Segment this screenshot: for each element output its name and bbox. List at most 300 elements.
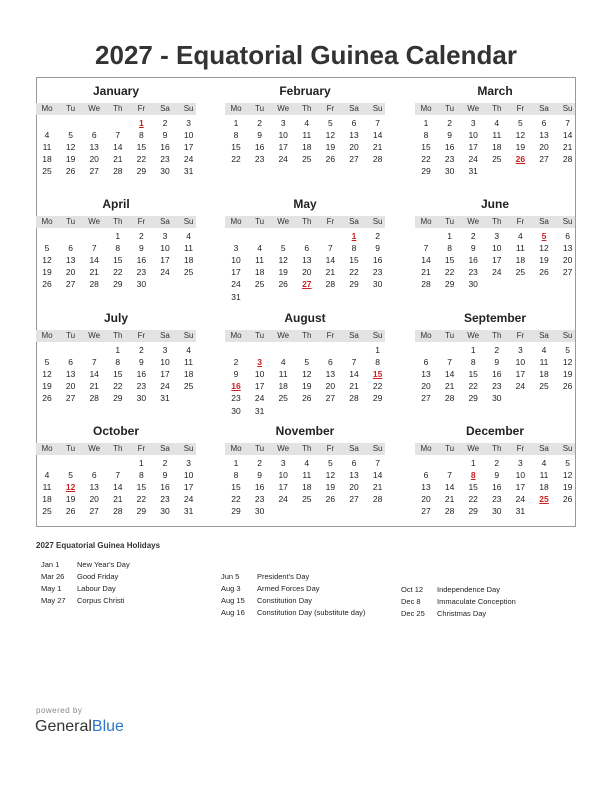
day-cell: 28 (349, 393, 359, 404)
weekday-label: Sa (539, 444, 549, 453)
weekday-label: Su (562, 217, 573, 226)
holiday-day-cell: 25 (539, 494, 549, 505)
day-cell: 5 (44, 357, 50, 368)
day-cell: 12 (302, 369, 312, 380)
day-cell: 19 (42, 267, 52, 278)
day-cell: 18 (42, 154, 52, 165)
day-cell: 30 (160, 506, 170, 517)
day-cell: 12 (539, 243, 549, 254)
weekday-label: Fr (326, 104, 335, 113)
day-cell: 19 (65, 494, 76, 505)
day-cell: 28 (562, 154, 573, 165)
day-cell: 28 (444, 393, 455, 404)
day-cell: 17 (231, 267, 241, 278)
day-cell: 28 (113, 166, 123, 177)
day-cell: 8 (423, 130, 429, 141)
day-cell: 17 (468, 142, 478, 153)
day-cell: 4 (541, 458, 547, 468)
day-cell: 23 (372, 267, 383, 278)
day-cell: 7 (375, 458, 380, 468)
day-cell: 8 (375, 357, 380, 368)
day-cell: 11 (255, 255, 264, 266)
day-cell: 3 (518, 345, 523, 355)
day-cell: 11 (184, 243, 193, 254)
holiday-date: Aug 15 (221, 596, 245, 605)
page-title: 2027 - Equatorial Guinea Calendar (95, 40, 517, 70)
day-cell: 21 (113, 494, 123, 505)
day-cell: 19 (65, 154, 76, 165)
weekday-label: We (277, 331, 290, 340)
day-cell: 6 (91, 130, 97, 141)
day-cell: 16 (444, 142, 455, 153)
holiday-day-cell: 16 (231, 381, 241, 392)
day-cell: 21 (349, 381, 359, 392)
day-cell: 7 (423, 243, 429, 254)
weekday-label: Fr (516, 331, 525, 340)
day-cell: 26 (42, 279, 52, 290)
day-cell: 17 (254, 381, 265, 392)
holiday-name: Labour Day (77, 584, 116, 593)
day-cell: 11 (184, 357, 193, 368)
holiday-day-cell: 5 (541, 231, 547, 241)
day-cell: 20 (349, 142, 359, 153)
weekday-label: Th (113, 331, 123, 340)
day-cell: 11 (539, 357, 549, 368)
holiday-entry (41, 571, 221, 583)
day-cell: 8 (351, 243, 357, 254)
day-cell: 24 (183, 154, 194, 165)
day-cell: 29 (468, 506, 478, 517)
day-cell: 25 (539, 381, 549, 392)
day-cell: 5 (304, 357, 310, 368)
day-cell: 4 (304, 458, 310, 468)
holiday-date: Aug 16 (221, 608, 245, 617)
weekday-label: Tu (255, 217, 265, 226)
weekday-label: Tu (445, 104, 455, 113)
day-cell: 15 (468, 482, 478, 493)
day-cell: 16 (492, 369, 502, 380)
day-cell: 3 (162, 345, 168, 355)
day-cell: 31 (183, 506, 194, 517)
day-cell: 27 (421, 393, 431, 404)
day-cell: 12 (325, 470, 336, 481)
day-cell: 8 (233, 130, 239, 141)
weekday-label: We (467, 104, 480, 113)
day-cell: 18 (302, 142, 312, 153)
day-cell: 24 (254, 393, 265, 404)
day-cell: 3 (186, 458, 191, 468)
weekday-label: Fr (137, 331, 146, 340)
weekday-label: Mo (230, 331, 242, 340)
weekday-label: Th (492, 331, 502, 340)
brand-logo[interactable] (35, 717, 124, 737)
day-cell: 7 (91, 243, 97, 254)
day-cell: 9 (162, 470, 168, 481)
day-cell: 11 (302, 470, 312, 481)
weekday-label: Tu (66, 331, 76, 340)
day-cell: 21 (325, 267, 336, 278)
day-cell: 28 (89, 279, 99, 290)
weekday-header (36, 443, 196, 455)
holiday-date: May 1 (41, 584, 62, 593)
day-cell: 24 (515, 494, 526, 505)
day-cell: 27 (89, 506, 99, 517)
weekday-label: Th (492, 104, 502, 113)
holiday-date: Dec 25 (401, 609, 425, 618)
day-cell: 2 (447, 118, 452, 128)
weekday-label: We (467, 331, 480, 340)
holiday-name: Constitution Day (257, 596, 313, 605)
day-cell: 5 (44, 243, 50, 254)
day-cell: 14 (89, 255, 99, 266)
day-cell: 16 (468, 255, 478, 266)
day-cell: 14 (372, 470, 383, 481)
weekday-header (225, 216, 385, 228)
weekday-label: Fr (326, 331, 335, 340)
weekday-label: Mo (41, 104, 53, 113)
weekday-header (415, 443, 575, 455)
day-cell: 10 (278, 470, 288, 481)
day-cell: 29 (349, 279, 359, 290)
day-cell: 2 (494, 458, 500, 468)
day-cell: 14 (89, 369, 99, 380)
day-cell: 22 (113, 267, 123, 278)
weekday-label: Sa (160, 217, 170, 226)
day-cell: 2 (470, 231, 476, 241)
day-cell: 10 (183, 470, 194, 481)
day-cell: 30 (231, 405, 241, 416)
day-cell: 18 (539, 369, 549, 380)
day-cell: 1 (423, 118, 429, 128)
holiday-column (401, 584, 581, 620)
day-cell: 10 (468, 130, 478, 141)
day-cell: 29 (444, 279, 455, 290)
weekday-label: Fr (326, 444, 335, 453)
day-cell: 13 (539, 130, 549, 141)
weekday-label: Fr (516, 104, 525, 113)
day-cell: 19 (539, 255, 549, 266)
day-cell: 4 (186, 345, 191, 355)
day-cell: 26 (65, 166, 76, 177)
day-cell: 12 (515, 130, 526, 141)
day-cell: 24 (160, 381, 170, 392)
day-cell: 30 (160, 166, 170, 177)
day-cell: 14 (372, 130, 383, 141)
day-cell: 13 (421, 369, 431, 380)
weekday-label: Th (302, 331, 312, 340)
day-cell: 16 (160, 142, 170, 153)
day-cell: 11 (302, 130, 312, 141)
day-cell: 8 (447, 243, 452, 254)
day-cell: 21 (444, 381, 455, 392)
weekday-label: Tu (445, 444, 455, 453)
day-cell: 1 (447, 231, 452, 241)
weekday-label: Fr (137, 444, 146, 453)
weekday-label: Tu (66, 444, 76, 453)
day-cell: 6 (351, 458, 357, 468)
holiday-entry (401, 596, 581, 608)
brand-blue: Blue (91, 718, 124, 735)
day-cell: 28 (325, 279, 336, 290)
weekday-header (225, 330, 385, 342)
day-cell: 24 (183, 494, 194, 505)
day-cell: 3 (162, 231, 168, 241)
day-cell: 15 (349, 255, 359, 266)
day-cell: 16 (372, 255, 383, 266)
weekday-label: Mo (420, 217, 432, 226)
day-cell: 29 (372, 393, 383, 404)
day-cell: 4 (518, 231, 523, 241)
day-cell: 2 (494, 345, 500, 355)
month-name: October (92, 424, 139, 438)
weekday-label: Sa (160, 104, 170, 113)
day-cell: 4 (541, 345, 547, 355)
weekday-label: We (88, 444, 101, 453)
day-cell: 23 (468, 267, 478, 278)
day-cell: 7 (565, 118, 570, 128)
day-cell: 12 (325, 130, 336, 141)
day-cell: 19 (562, 369, 573, 380)
day-cell: 13 (89, 142, 99, 153)
day-cell: 20 (65, 267, 76, 278)
holiday-entry (41, 583, 221, 595)
day-cell: 23 (492, 494, 502, 505)
day-cell: 15 (136, 142, 147, 153)
holiday-date: Jun 5 (221, 572, 240, 581)
weekday-label: Sa (349, 217, 359, 226)
day-cell: 10 (231, 255, 241, 266)
holidays-title: 2027 Equatorial Guinea Holidays (36, 541, 161, 550)
weekday-label: Th (492, 444, 502, 453)
day-cell: 2 (139, 231, 144, 241)
month-name: November (275, 424, 335, 438)
day-cell: 9 (470, 243, 476, 254)
day-cell: 27 (349, 154, 359, 165)
day-cell: 24 (468, 154, 478, 165)
day-cell: 7 (351, 357, 357, 368)
day-cell: 24 (515, 381, 526, 392)
day-cell: 10 (160, 357, 170, 368)
day-cell: 2 (257, 458, 262, 468)
day-cell: 5 (68, 130, 73, 141)
day-cell: 4 (257, 243, 262, 254)
holiday-name: Armed Forces Day (257, 584, 320, 593)
day-cell: 26 (42, 393, 52, 404)
day-cell: 9 (233, 369, 239, 380)
day-cell: 1 (470, 458, 476, 468)
day-cell: 14 (325, 255, 336, 266)
day-cell: 9 (494, 357, 500, 368)
day-cell: 31 (254, 405, 265, 416)
day-cell: 31 (231, 291, 241, 302)
weekday-label: Fr (516, 217, 525, 226)
day-cell: 13 (65, 255, 76, 266)
weekday-label: Tu (255, 444, 265, 453)
weekday-label: Mo (41, 217, 53, 226)
day-cell: 31 (160, 393, 170, 404)
day-cell: 19 (515, 142, 526, 153)
holiday-date: Dec 8 (401, 597, 421, 606)
day-cell: 4 (304, 118, 310, 128)
month-name: January (92, 84, 140, 98)
day-cell: 28 (421, 279, 431, 290)
powered-by-label: powered by (36, 706, 83, 715)
day-cell: 29 (113, 393, 123, 404)
holiday-name: Good Friday (77, 572, 119, 581)
day-cell: 11 (278, 369, 288, 380)
day-cell: 13 (89, 482, 99, 493)
month-name: September (463, 311, 527, 325)
day-cell: 2 (139, 345, 144, 355)
weekday-label: Sa (539, 217, 549, 226)
day-cell: 14 (444, 369, 455, 380)
weekday-label: Tu (255, 104, 265, 113)
holiday-date: Mar 26 (41, 572, 65, 581)
weekday-label: Su (183, 444, 194, 453)
holiday-name: President's Day (257, 572, 310, 581)
day-cell: 25 (183, 381, 194, 392)
weekday-label: We (467, 444, 480, 453)
day-cell: 27 (562, 267, 573, 278)
weekday-label: Tu (445, 217, 455, 226)
day-cell: 11 (42, 142, 52, 153)
day-cell: 30 (372, 279, 383, 290)
weekday-label: Th (113, 217, 123, 226)
day-cell: 20 (302, 267, 312, 278)
day-cell: 20 (421, 494, 431, 505)
day-cell: 9 (447, 130, 452, 141)
weekday-label: Sa (539, 331, 549, 340)
day-cell: 9 (139, 357, 144, 368)
day-cell: 21 (562, 142, 573, 153)
holiday-name: Christmas Day (437, 609, 487, 618)
day-cell: 14 (349, 369, 359, 380)
day-cell: 15 (136, 482, 147, 493)
day-cell: 22 (372, 381, 383, 392)
day-cell: 28 (372, 154, 383, 165)
weekday-label: Su (372, 217, 383, 226)
weekday-label: Th (113, 104, 123, 113)
weekday-label: Su (372, 104, 383, 113)
day-cell: 25 (278, 393, 288, 404)
day-cell: 13 (349, 470, 359, 481)
day-cell: 15 (444, 255, 455, 266)
day-cell: 5 (565, 458, 570, 468)
day-cell: 3 (494, 231, 500, 241)
day-cell: 17 (515, 482, 526, 493)
day-cell: 29 (136, 506, 147, 517)
holiday-day-cell: 1 (351, 231, 357, 241)
day-cell: 10 (160, 243, 170, 254)
day-cell: 14 (421, 255, 431, 266)
day-cell: 6 (351, 118, 357, 128)
day-cell: 27 (325, 393, 336, 404)
day-cell: 23 (231, 393, 241, 404)
day-cell: 7 (447, 357, 452, 368)
day-cell: 22 (468, 381, 478, 392)
day-cell: 19 (562, 482, 573, 493)
day-cell: 9 (257, 130, 262, 141)
day-cell: 2 (162, 458, 168, 468)
day-cell: 22 (444, 267, 455, 278)
day-cell: 20 (89, 494, 99, 505)
day-cell: 6 (565, 231, 570, 241)
day-cell: 16 (254, 482, 265, 493)
day-cell: 3 (280, 458, 286, 468)
day-cell: 16 (136, 255, 147, 266)
day-cell: 3 (518, 458, 523, 468)
day-cell: 29 (468, 393, 478, 404)
day-cell: 19 (278, 267, 288, 278)
weekday-label: Mo (41, 331, 53, 340)
weekday-label: Mo (230, 444, 242, 453)
day-cell: 17 (183, 142, 194, 153)
month-name: August (284, 311, 326, 325)
day-cell: 22 (113, 381, 123, 392)
day-cell: 15 (468, 369, 478, 380)
day-cell: 27 (539, 154, 549, 165)
month-name: April (102, 197, 130, 211)
day-cell: 1 (139, 458, 144, 468)
day-cell: 18 (183, 369, 194, 380)
day-cell: 22 (136, 494, 147, 505)
day-cell: 17 (160, 255, 170, 266)
day-cell: 10 (515, 470, 526, 481)
day-cell: 7 (328, 243, 333, 254)
day-cell: 22 (349, 267, 359, 278)
day-cell: 25 (42, 166, 52, 177)
day-cell: 8 (139, 470, 144, 481)
day-cell: 27 (89, 166, 99, 177)
day-cell: 21 (113, 154, 123, 165)
day-cell: 7 (375, 118, 380, 128)
weekday-label: Mo (41, 444, 53, 453)
holiday-entry (221, 583, 401, 595)
day-cell: 1 (115, 345, 121, 355)
weekday-header (225, 103, 385, 115)
day-cell: 30 (444, 166, 455, 177)
day-cell: 12 (65, 142, 76, 153)
weekday-label: Th (302, 217, 312, 226)
weekday-label: Sa (539, 104, 549, 113)
day-cell: 10 (183, 130, 194, 141)
weekday-label: Mo (230, 104, 242, 113)
day-cell: 16 (136, 369, 147, 380)
day-cell: 9 (139, 243, 144, 254)
day-cell: 19 (325, 142, 336, 153)
weekday-label: Fr (326, 217, 335, 226)
weekday-label: Su (183, 331, 194, 340)
day-cell: 30 (136, 393, 147, 404)
day-cell: 16 (160, 482, 170, 493)
weekday-label: Th (113, 444, 123, 453)
day-cell: 13 (302, 255, 312, 266)
day-cell: 18 (302, 482, 312, 493)
day-cell: 3 (470, 118, 476, 128)
day-cell: 28 (372, 494, 383, 505)
day-cell: 8 (470, 357, 476, 368)
day-cell: 6 (328, 357, 333, 368)
day-cell: 14 (113, 142, 123, 153)
day-cell: 25 (302, 154, 312, 165)
holiday-day-cell: 1 (139, 118, 144, 128)
weekday-header (225, 443, 385, 455)
day-cell: 15 (113, 369, 123, 380)
day-cell: 5 (68, 470, 73, 481)
day-cell: 4 (44, 470, 50, 481)
day-cell: 13 (349, 130, 359, 141)
weekday-label: Su (372, 331, 383, 340)
